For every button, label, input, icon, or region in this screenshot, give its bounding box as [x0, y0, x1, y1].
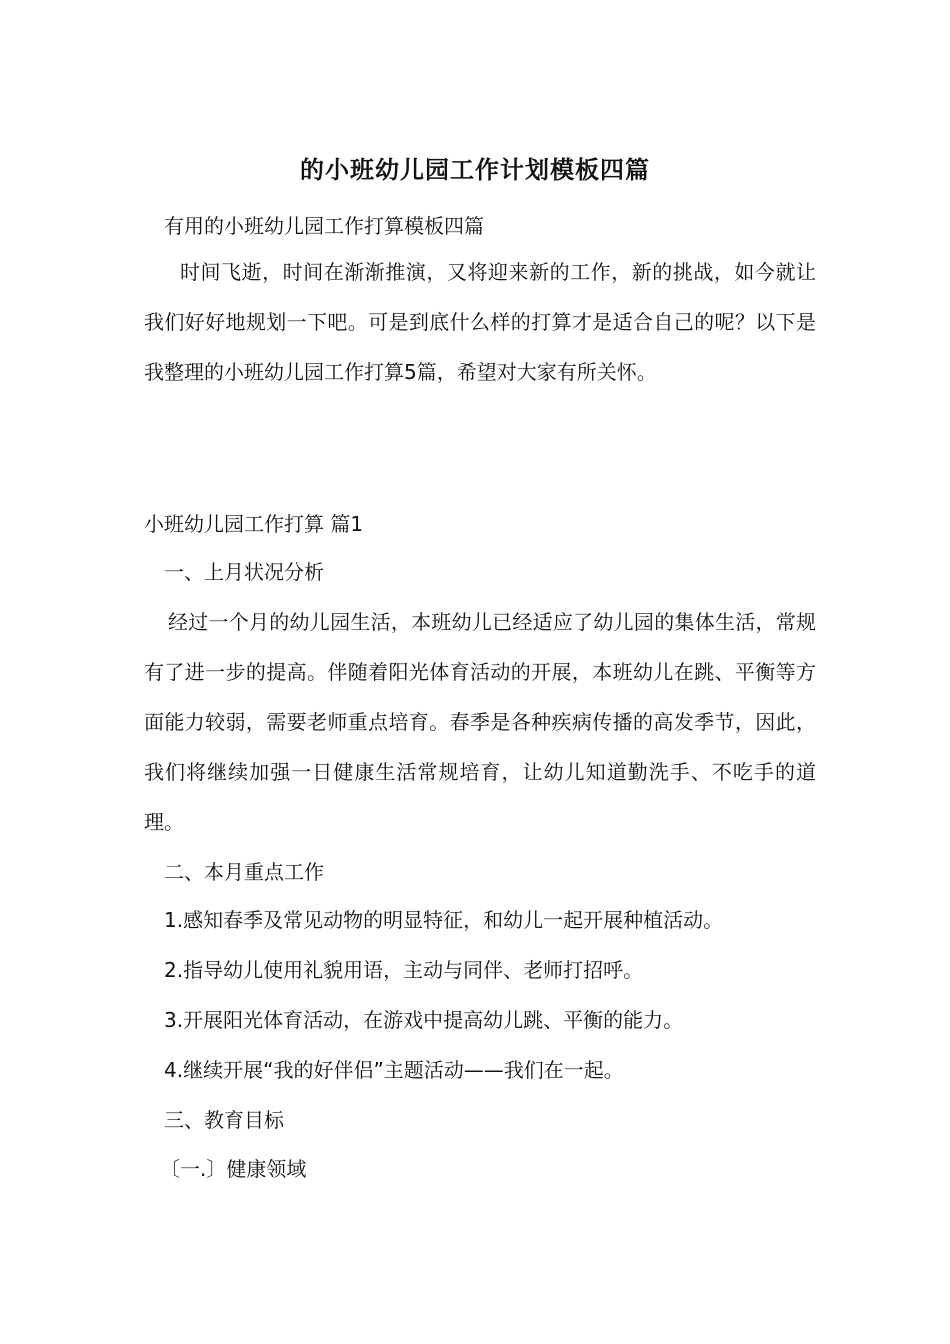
part1-heading: 一、上月状况分析	[164, 560, 324, 584]
part1-body: 经过一个月的幼儿园生活，本班幼儿已经适应了幼儿园的集体生活，常规有了进一步的提高。伴随着阳光体育活动的开展，本班幼儿在跳、平衡等方面能力较弱，需要老师重点培育。春季是各种疾病传播的高发季节，因此，我们将继续加强一日健康生活常规培育，让幼儿知道勤洗手、不吃手的道理。	[144, 610, 816, 834]
section-heading: 小班幼儿园工作打算 篇1	[144, 512, 364, 536]
list-item: 2.指导幼儿使用礼貌用语，主动与同伴、老师打招呼。	[164, 958, 644, 982]
part2-heading: 二、本月重点工作	[164, 860, 324, 884]
list-item: 3.开展阳光体育活动，在游戏中提高幼儿跳、平衡的能力。	[164, 1008, 684, 1032]
list-item: 4.继续开展“我的好伴侣”主题活动——我们在一起。	[164, 1058, 624, 1082]
list-item: 1.感知春季及常见动物的明显特征，和幼儿一起开展种植活动。	[164, 908, 724, 932]
document-title: 的小班幼儿园工作计划模板四篇	[300, 156, 650, 184]
part3-heading: 三、教育目标	[164, 1108, 284, 1132]
document-subtitle: 有用的小班幼儿园工作打算模板四篇	[164, 214, 484, 238]
sub-heading: 〔一.〕健康领域	[160, 1157, 307, 1181]
intro-paragraph: 时间飞逝，时间在渐渐推演，又将迎来新的工作，新的挑战，如今就让我们好好地规划一下吧。可是到底什么样的打算才是适合自己的呢？以下是我整理的小班幼儿园工作打算5篇，希望对大家有所关怀。	[144, 260, 816, 384]
